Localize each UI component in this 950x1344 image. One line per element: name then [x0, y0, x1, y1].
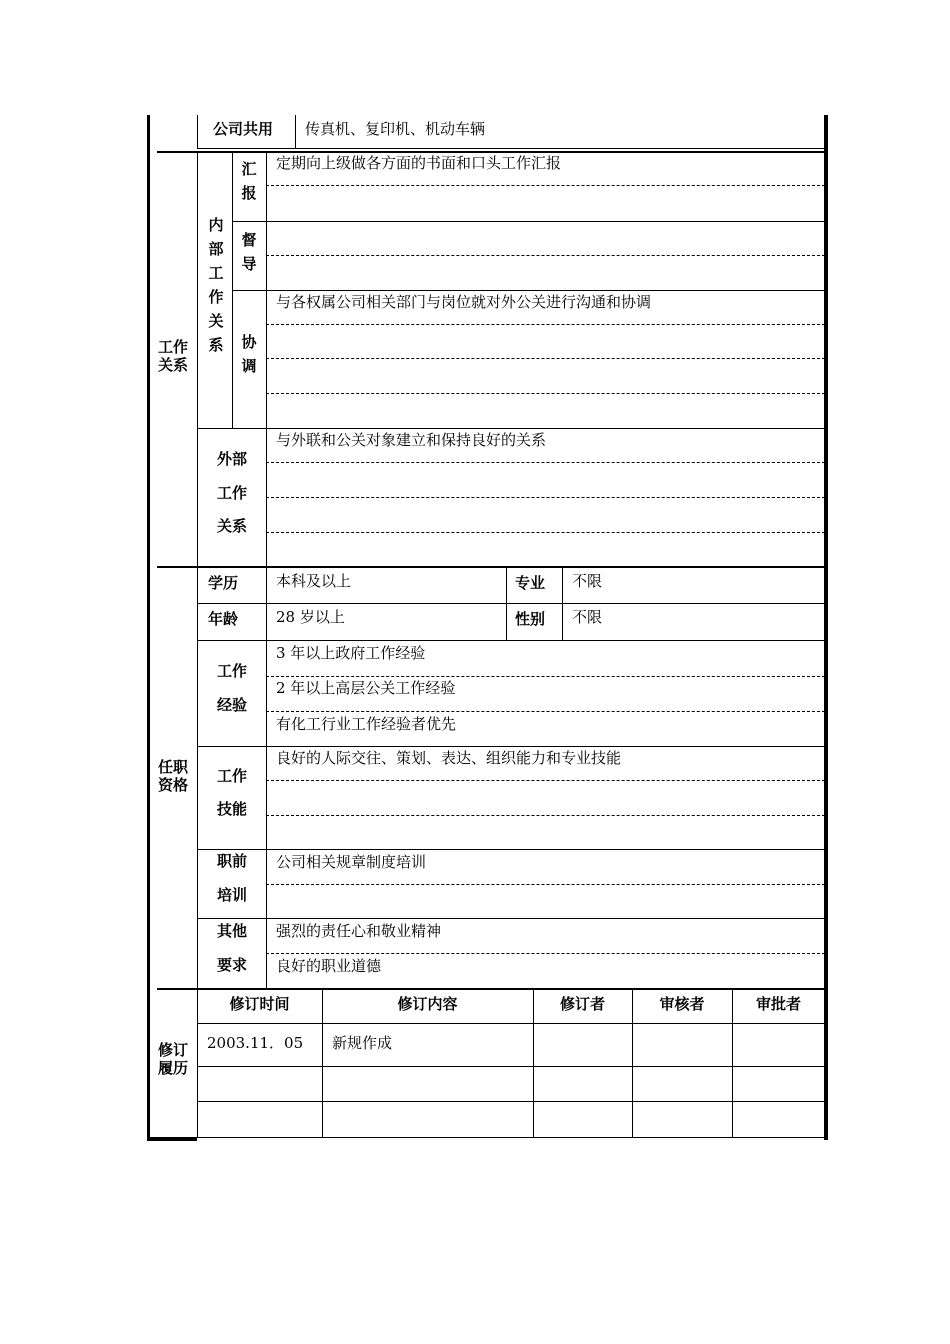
training-label-1: 职前 [216, 852, 247, 870]
internal-relations-label: 内部工作关系 [208, 216, 224, 354]
major-label: 专业 [515, 574, 546, 592]
education-label: 学历 [208, 574, 239, 592]
experience-line-1: 3 年以上政府工作经验 [276, 644, 426, 662]
gender-label: 性别 [515, 610, 546, 628]
revision-header-time: 修订时间 [229, 995, 290, 1013]
training-label-2: 培训 [216, 886, 247, 904]
gender-value: 不限 [572, 608, 603, 626]
external-relations-label-2: 工作 [216, 484, 247, 502]
education-value: 本科及以上 [276, 572, 352, 590]
coordinate-line-1: 与各权属公司相关部门与岗位就对外公关进行沟通和协调 [276, 293, 652, 311]
experience-label-1: 工作 [216, 662, 247, 680]
external-relations-label-3: 关系 [216, 517, 247, 535]
shared-equipment-label: 公司共用 [213, 120, 274, 138]
age-label: 年龄 [208, 610, 239, 628]
other-label-2: 要求 [216, 956, 247, 974]
qualifications-label: 任职资格 [157, 758, 188, 794]
bottom-border [147, 1137, 197, 1141]
skills-line-1: 良好的人际交往、策划、表达、组织能力和专业技能 [276, 749, 622, 767]
experience-line-2: 2 年以上高层公关工作经验 [276, 679, 456, 697]
report-line-1: 定期向上级做各方面的书面和口头工作汇报 [276, 154, 562, 172]
skills-label-2: 技能 [216, 800, 247, 818]
left-border [147, 115, 150, 1140]
external-relations-label-1: 外部 [216, 450, 247, 468]
other-line-2: 良好的职业道德 [276, 957, 382, 975]
revision-row-1-content: 新规作成 [332, 1034, 393, 1052]
coordinate-label: 协调 [241, 333, 257, 375]
revision-header-content: 修订内容 [397, 995, 458, 1013]
training-line-1: 公司相关规章制度培训 [276, 853, 427, 871]
external-line-1: 与外联和公关对象建立和保持良好的关系 [276, 431, 547, 449]
major-value: 不限 [572, 572, 603, 590]
report-label: 汇报 [241, 160, 257, 202]
right-border [824, 115, 828, 1140]
other-label-1: 其他 [216, 922, 247, 940]
experience-label-2: 经验 [216, 696, 247, 714]
experience-line-3: 有化工行业工作经验者优先 [276, 715, 457, 733]
revision-header-reviewer: 审核者 [659, 995, 705, 1013]
skills-label-1: 工作 [216, 767, 247, 785]
revision-row-1-time: 2003.11．05 [207, 1034, 304, 1052]
revision-header-approver: 审批者 [755, 995, 801, 1013]
work-relations-label: 工作关系 [157, 338, 188, 374]
supervise-label: 督导 [241, 231, 257, 273]
other-line-1: 强烈的责任心和敬业精神 [276, 922, 442, 940]
revision-history-label: 修订履历 [157, 1041, 188, 1077]
shared-equipment-value: 传真机、复印机、机动车辆 [305, 120, 486, 138]
age-value: 28 岁以上 [276, 608, 345, 626]
revision-header-reviser: 修订者 [559, 995, 605, 1013]
